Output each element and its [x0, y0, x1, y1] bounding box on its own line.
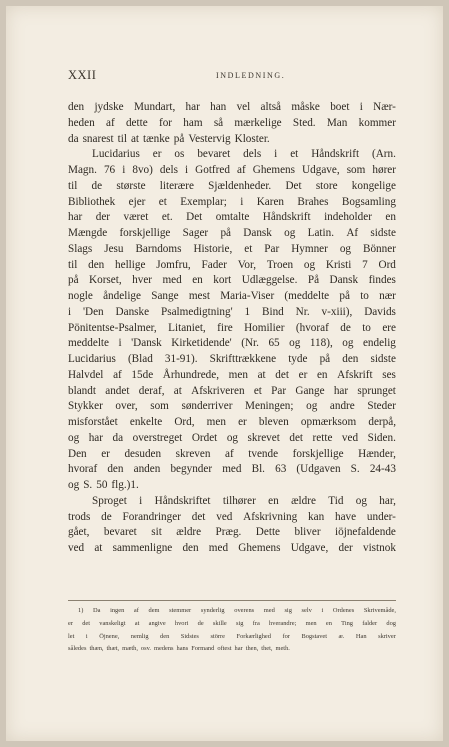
- text-line: Magn. 76 i 8vo) dels i Gotfred af Ghemens Udgave, som hører: [68, 164, 396, 176]
- text-line: gået, bevaret sit ældre Præg. Dette bliver iöjnefaldende: [68, 526, 396, 539]
- text-line: Den er desuden skreven af tvende forskjellige Hænder,: [68, 447, 396, 460]
- text-line: ved at sammenligne den med Ghemens Udgave, der vistnok: [68, 542, 396, 554]
- text-line: Lucidarius er os bevaret dels i et Håndskrift (Arn.: [92, 148, 396, 161]
- text-line: den jydske Mundart, har han vel altså måske boet i Nær-: [68, 101, 396, 113]
- text-line: på Korset, hver med en kort Udlæggelse. På Dansk findes: [68, 274, 396, 287]
- footnote-line: let i Öjnene, nemlig den Sidstes större Forkærlighed for Bogstavet æ. Han skriver: [68, 632, 396, 640]
- text-line: og S. 50 flg.)1.: [68, 479, 139, 491]
- book-page: [6, 6, 443, 741]
- text-line: heden af dette for ham så mærkelige Sted. Man kommer: [68, 116, 396, 129]
- footnote-line: således thæn, thæt, mæth, osv. medens hans Formand oftest har then, thet, meth.: [68, 645, 290, 653]
- body-text: [68, 100, 396, 557]
- text-line: i 'Den Danske Psalmedigtning' 1 Bind Nr. v-xiii), Davids: [68, 305, 396, 318]
- text-line: meddelte i 'Dansk Kirketidende' (Nr. 65 og 118), og endelig: [68, 337, 396, 350]
- running-head: INDLEDNING.: [216, 71, 286, 80]
- page-header: [68, 68, 398, 82]
- text-line: da snarest til at tænke på Vestervig Kloster.: [68, 132, 270, 145]
- text-line: Sproget i Håndskriftet tilhører en ældre Tid og har,: [92, 494, 396, 507]
- text-line: Lucidarius (Blad 31-91). Skrifttrækkene tyde på den sidste: [68, 353, 396, 365]
- page-number: XXII: [68, 68, 97, 82]
- footnotes: [68, 600, 396, 656]
- footnote-line: er det vanskeligt at angive hvori de skille sig fra hverandre; men en Ting falder dog: [68, 619, 396, 627]
- text-line: til den hellige Jomfru, Fader Vor, Troen og Kristi 7 Ord: [68, 258, 396, 271]
- text-line: Halvdel af 15de Århundrede, men at det er en Afskrift ses: [68, 368, 396, 381]
- text-line: blandt andet deraf, at Afskriveren et Par Gange har sprunget: [68, 384, 396, 397]
- text-line: Pönitentse-Psalmer, Litaniet, fire Homilier (hvoraf de to ere: [68, 321, 396, 334]
- text-line: Bibliothek ejer et Exemplar; i Karen Brahes Bogsamling: [68, 195, 396, 208]
- text-line: hvoraf den anden begynder med Bl. 63 (Udgaven S. 24-43: [68, 463, 396, 476]
- text-line: og har da overstreget Ordet og skrevet det rette ved Siden.: [68, 431, 396, 444]
- text-line: til de største literære Sjældenheder. Det store kongelige: [68, 179, 396, 192]
- text-line: Stykker over, som sønderriver Meningen; og andre Steder: [68, 400, 396, 413]
- text-line: trods de Forandringer det ved Afskrivning kan have under-: [68, 510, 396, 523]
- text-line: Mængde forskjellige Sager på Dansk og Latin. Af sidste: [68, 227, 396, 239]
- text-line: har der været et. Det omtalte Håndskrift indeholder en: [68, 211, 396, 224]
- footnote-line: 1) Da ingen af dem stemmer synderlig overens med sig selv i Ordenes Skrivemåde,: [78, 607, 396, 614]
- text-line: Slags Jesu Barndoms Historie, et Par Hymner og Bönner: [68, 242, 396, 255]
- text-line: misforstået enkelte Ord, men er bleven opmærksom derpå,: [68, 416, 396, 428]
- text-line: nogle åndelige Sange mest Maria-Viser (meddelte på to nær: [68, 290, 396, 302]
